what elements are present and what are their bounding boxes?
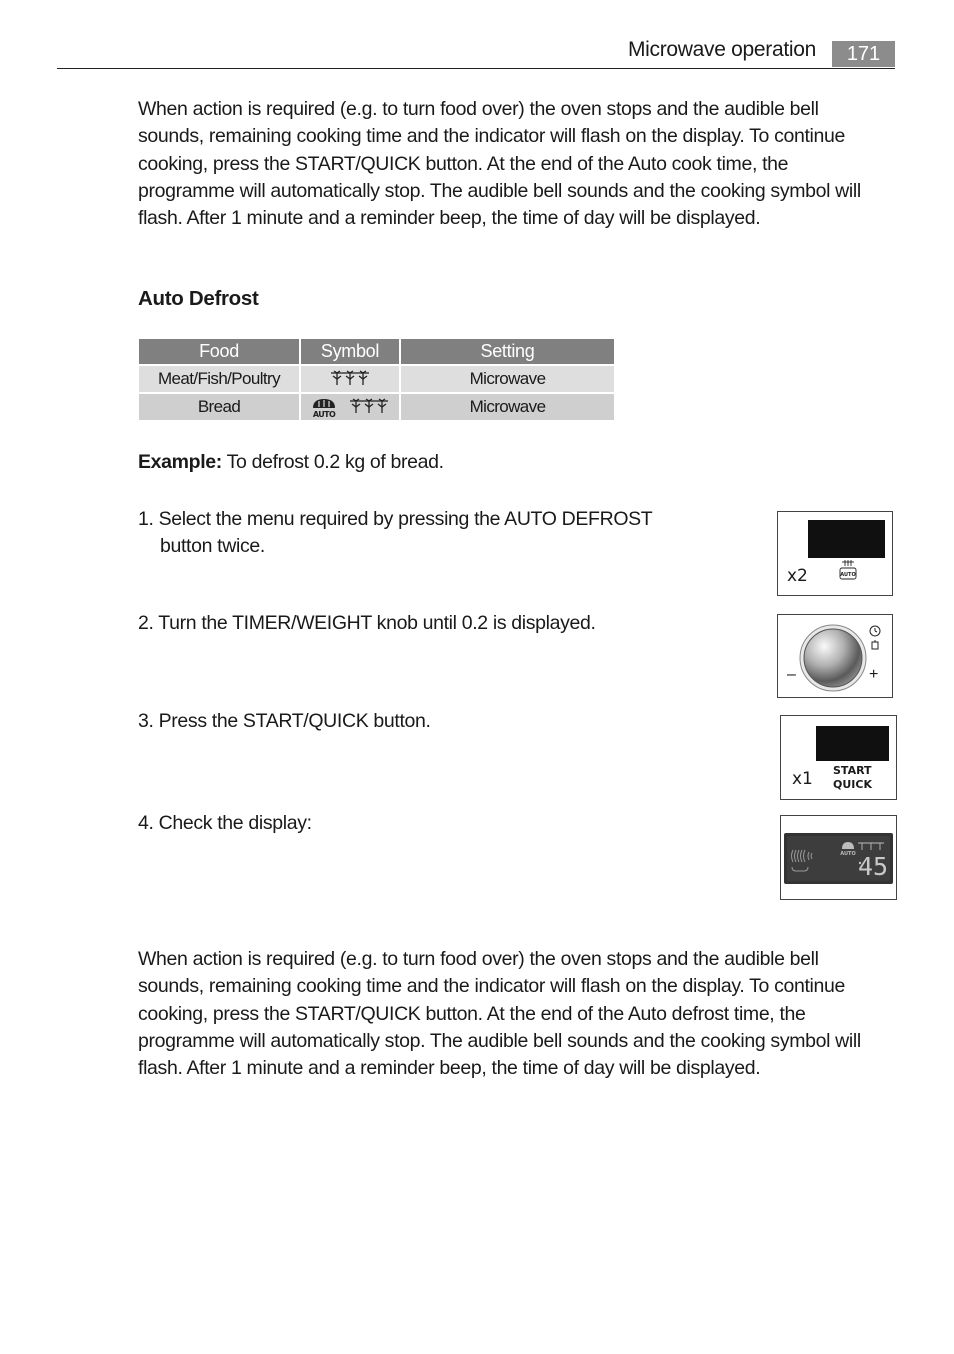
table-cell-symbol [301,366,399,392]
auto-defrost-icon [837,559,859,581]
display-readout: 45 [857,852,889,881]
section-title: Auto Defrost [138,287,259,310]
table-header-symbol: Symbol [301,339,399,364]
start-quick-button[interactable] [833,764,871,792]
table-cell-setting: Microwave [401,366,614,392]
table-row [139,366,614,392]
clock-icon [870,626,880,636]
page-section-title: Microwave operation [627,38,816,61]
press-count-label: x2 [787,566,808,586]
example-text: To defrost 0.2 kg of bread. [221,451,444,473]
step-2: 2. Turn the TIMER/WEIGHT knob until 0.2 is displayed. [138,612,596,634]
auto-label: AUTO [312,410,336,418]
header-divider [57,68,895,69]
step-1-line1: 1. Select the menu required by pressing the AUTO DEFROST [138,508,653,530]
display-screen [808,520,885,558]
start-label: START [833,764,872,777]
minus-label: – [787,666,796,683]
quick-label: QUICK [833,778,872,791]
auto-label: AUTO [840,851,856,857]
press-count-label: x1 [792,769,813,789]
table-header-food: Food [139,339,299,364]
auto-defrost-button-figure [777,511,893,596]
closing-paragraph: When action is required (e.g. to turn food over) the oven stops and the audible bell sounds, remaining cooking time and the indicator will flash on the display. To continue cooking, press the START/QUICK button. At the end of the Auto defrost time, the programme will automatically stop. The audible bell sounds and the cooking symbol will flash. After 1 minute and a reminder beep, the time of day will be displayed. [138,948,861,1080]
auto-label: AUTO [840,572,856,578]
table-row [139,394,614,420]
step-1 [138,506,678,561]
bread-auto-defrost-icon [310,396,390,418]
display-screen [816,726,889,761]
weight-icon [872,640,878,649]
oven-display-figure [780,815,897,900]
table-header-setting: Setting [401,339,614,364]
table-header-row [139,339,614,364]
plus-label: + [869,666,879,683]
start-quick-button-figure [780,715,897,800]
defrost-icon [330,370,370,388]
step-3: 3. Press the START/QUICK button. [138,710,431,732]
table-cell-food: Meat/Fish/Poultry [139,366,299,392]
table-cell-symbol [301,394,399,420]
table-cell-food: Bread [139,394,299,420]
table-cell-setting: Microwave [401,394,614,420]
step-1-line2: button twice. [160,535,265,558]
example-line [138,451,444,474]
example-label: Example: [138,451,222,473]
page-number: 171 [832,41,895,67]
timer-weight-knob-figure [777,614,893,698]
defrost-icon [858,843,884,850]
step-4: 4. Check the display: [138,812,312,834]
intro-paragraph: When action is required (e.g. to turn food over) the oven stops and the audible bell sounds, remaining cooking time and the indicator will flash on the display. To continue cooking, press the START/QUICK button. At the end of the Auto cook time, the programme will automatically stop. The audible bell sounds and the cooking symbol will flash. After 1 minute and a reminder beep, the time of day will be displayed. [138,98,861,230]
auto-defrost-table [137,337,616,422]
